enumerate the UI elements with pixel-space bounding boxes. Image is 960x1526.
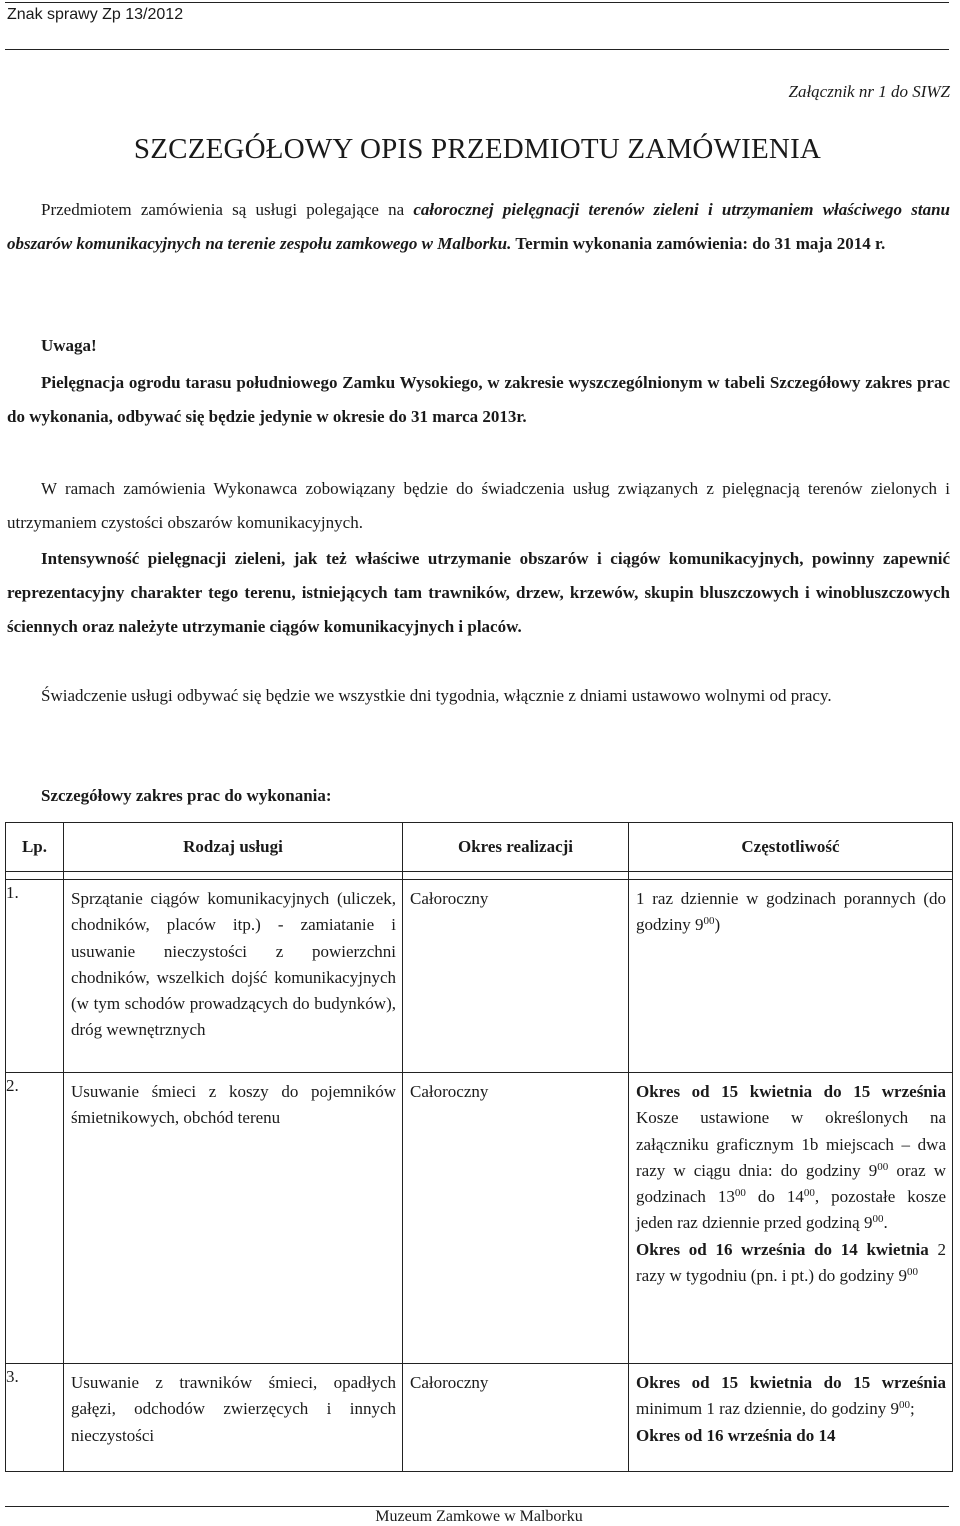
row-period: Całoroczny [403,1073,629,1364]
intro-paragraph: Przedmiotem zamówienia są usługi polegające na całorocznej pielęgnacji terenów zieleni i utrzymaniem właściwego stanu obszarów komunikacyjnych na terenie zespołu zamkowego w Malborku. Termin wykonania zamówienia: do 31 maja 2014 r. [7,200,950,253]
section-title: Szczegółowy zakres prac do wykonania: [41,786,332,805]
row-lp: 3. [6,1364,64,1472]
row-frequency: Okres od 15 kwietnia do 15 września Kosze ustawione w określonych na załączniku graficznym 1b miejscach – dwa razy w ciągu dnia: do godziny $9^{00}$ oraz w godzinach $13^{00}$ do $14^{00}$, pozostałe kosze jeden raz dziennie przed godziną $9^{00}$. Okres od 16 września do 14 kwietnia 2 razy w tygodniu (pn. i pt.) do godziny $9^{00}$ [629,1073,953,1364]
document-title: SZCZEGÓŁOWY OPIS PRZEDMIOTU ZAMÓWIENIA [133,133,822,165]
footer-rule [5,1506,949,1507]
table-row [6,880,953,1073]
table-row [6,1364,953,1472]
row-period: Całoroczny [403,1364,629,1472]
case-number: Znak sprawy Zp 13/2012 [7,6,184,23]
days-paragraph: Świadczenie usługi odbywać się będzie we wszystkie dni tygodnia, włącznie z dniami ustawowo wolnymi od pracy. [41,686,832,705]
row-period: Całoroczny [403,880,629,1073]
note-label: Uwaga! [41,336,97,355]
header-lp: Lp. [6,823,64,872]
intensity-paragraph: Intensywność pielęgnacji zieleni, jak też właściwe utrzymanie obszarów i ciągów komunikacyjnych, powinny zapewnić reprezentacyjny charakter tego terenu, istniejących tam trawników, drzew, krzewów, skupin bluszczowych i winobluszczowych ściennych oraz należyte utrzymanie ciągów komunikacyjnych i placów. [7,549,950,636]
header-period: Okres realizacji [403,823,629,872]
header-service: Rodzaj usługi [64,823,403,872]
row-frequency: 1 raz dziennie w godzinach porannych (do godziny $9^{00}$) [629,880,953,1073]
table-row [6,1073,953,1364]
attachment-label: Załącznik nr 1 do SIWZ [788,82,950,101]
header-rule [5,49,949,50]
row-frequency: Okres od 15 kwietnia do 15 września minimum 1 raz dziennie, do godziny $9^{00}$; Okres od 16 września do 14 [629,1364,953,1472]
note-text: Pielęgnacja ogrodu tarasu południowego Zamku Wysokiego, w zakresie wyszczególnionym w tabeli Szczegółowy zakres prac do wykonania, odbywać się będzie jedynie w okresie do 31 marca 2013r. [7,373,950,426]
row-lp: 1. [6,880,64,1073]
footer-text: Muzeum Zamkowe w Malborku [375,1508,583,1525]
works-table [5,822,953,1472]
table-header-row [6,823,953,872]
row-service: Usuwanie z trawników śmieci, opadłych gałęzi, odchodów zwierzęcych i innych nieczystości [64,1364,403,1472]
row-service: Usuwanie śmieci z koszy do pojemników śmietnikowych, obchód terenu [64,1073,403,1364]
scope-paragraph: W ramach zamówienia Wykonawca zobowiązany będzie do świadczenia usług związanych z pielęgnacją terenów zielonych i utrzymaniem czystości obszarów komunikacyjnych. [7,479,950,532]
top-rule [5,2,949,3]
header-frequency: Częstotliwość [629,823,953,872]
row-lp: 2. [6,1073,64,1364]
table-spacer [6,872,953,880]
row-service: Sprzątanie ciągów komunikacyjnych (uliczek, chodników, placów itp.) - zamiatanie i usuwanie nieczystości z powierzchni chodników, wszelkich dojść komunikacyjnych (w tym schodów prowadzących do budynków), dróg wewnętrznych [64,880,403,1073]
